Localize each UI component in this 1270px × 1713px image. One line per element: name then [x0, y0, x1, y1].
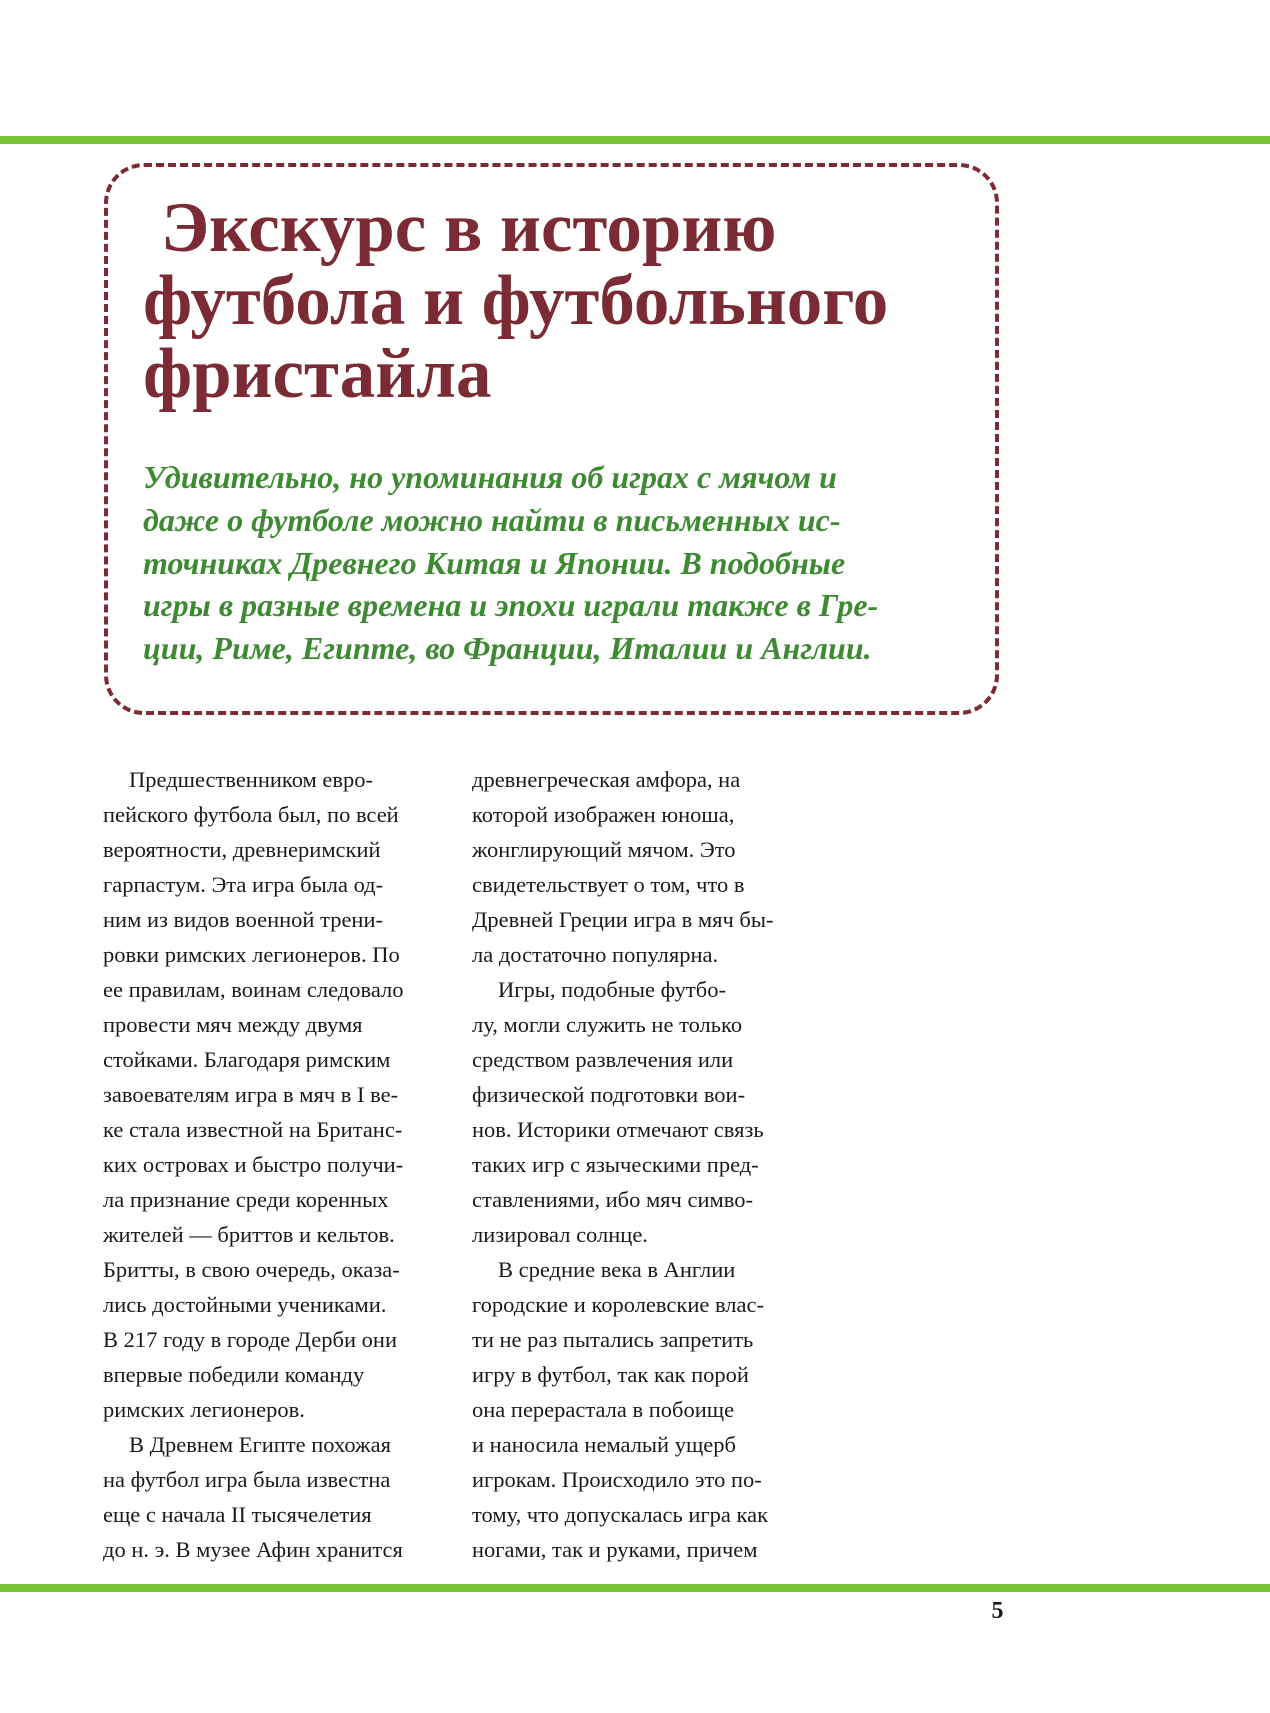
body-line: В 217 году в городе Дерби они [103, 1327, 397, 1352]
body-line: лись достойными учениками. [103, 1292, 387, 1317]
body-line: жителей — бриттов и кельтов. [103, 1222, 395, 1247]
body-line: ке стала известной на Британс- [103, 1117, 403, 1142]
body-line: и наносила немалый ущерб [472, 1432, 736, 1457]
body-line: таких игр с языческими пред- [472, 1152, 759, 1177]
body-line: В Древнем Египте похожая [129, 1432, 391, 1457]
body-line: городские и королевские влас- [472, 1292, 764, 1317]
body-line: лу, могли служить не только [472, 1012, 743, 1037]
left-text-column [103, 762, 463, 1567]
body-line: средством развлечения или [472, 1047, 734, 1072]
body-line: Предшественником евро- [129, 767, 374, 792]
body-line: ла достаточно популярна. [472, 942, 719, 967]
body-line: она перерастала в побоище [472, 1397, 735, 1422]
body-line: ти не раз пытались запретить [472, 1327, 754, 1352]
lead-paragraph [143, 456, 973, 670]
body-line: римских легионеров. [103, 1397, 305, 1422]
body-line: Бритты, в свою очередь, оказа- [103, 1257, 400, 1282]
lead-line: даже о футболе можно найти в письменных ис- [143, 501, 841, 538]
right-text-column [472, 762, 832, 1567]
body-line: которой изображен юноша, [472, 802, 735, 827]
title-line: Экскурс в историю [161, 189, 777, 267]
body-line: ких островах и быстро получи- [103, 1152, 404, 1177]
lead-line: игры в разные времена и эпохи играли также в Гре- [143, 587, 879, 624]
body-line: впервые победили команду [103, 1362, 365, 1387]
lead-line: Удивительно, но упоминания об играх с мячом и [143, 459, 837, 495]
body-line: ним из видов военной трени- [103, 907, 384, 932]
page-title [143, 189, 963, 413]
body-line: стойками. Благодаря римским [103, 1047, 391, 1072]
page-number: 5 [991, 1598, 1004, 1624]
body-line: ее правилам, воинам следовало [103, 977, 404, 1002]
body-line: игрокам. Происходило это по- [472, 1467, 762, 1492]
body-line: гарпастум. Эта игра была од- [103, 872, 384, 897]
body-line: ставлениями, ибо мяч симво- [472, 1187, 753, 1212]
body-line: ровки римских легионеров. По [103, 942, 400, 967]
body-line: лизировал солнце. [472, 1222, 648, 1247]
body-line: провести мяч между двумя [103, 1012, 363, 1037]
body-line: еще с начала II тысячелетия [103, 1502, 372, 1527]
body-line: игру в футбол, так как порой [472, 1362, 749, 1387]
body-line: свидетельствует о том, что в [472, 872, 745, 897]
lead-line: точниках Древнего Китая и Японии. В подобные [143, 544, 846, 581]
body-line: жонглирующий мячом. Это [472, 837, 736, 862]
body-line: ногами, так и руками, причем [472, 1537, 758, 1562]
body-line: В средние века в Англии [498, 1257, 736, 1282]
title-line: фристайла [143, 335, 492, 413]
top-green-rule [0, 136, 1270, 144]
body-line: физической подготовки вои- [472, 1082, 746, 1107]
body-line: Древней Греции игра в мяч бы- [472, 907, 774, 932]
body-line: Игры, подобные футбо- [498, 977, 726, 1002]
body-line: тому, что допускалась игра как [472, 1502, 769, 1527]
body-line: вероятности, древнеримский [103, 837, 381, 862]
title-line: футбола и футбольного [143, 262, 889, 340]
body-line: ла признание среди коренных [103, 1187, 389, 1212]
body-line: на футбол игра была известна [103, 1467, 391, 1492]
lead-line: ции, Риме, Египте, во Франции, Италии и Англии. [143, 630, 872, 667]
body-line: завоевателям игра в мяч в I ве- [103, 1082, 399, 1107]
body-line: пейского футбола был, по всей [103, 802, 399, 827]
bottom-green-rule [0, 1584, 1270, 1592]
body-line: древнегреческая амфора, на [472, 767, 741, 792]
body-line: нов. Историки отмечают связь [472, 1117, 764, 1142]
body-line: до н. э. В музее Афин хранится [103, 1537, 403, 1562]
